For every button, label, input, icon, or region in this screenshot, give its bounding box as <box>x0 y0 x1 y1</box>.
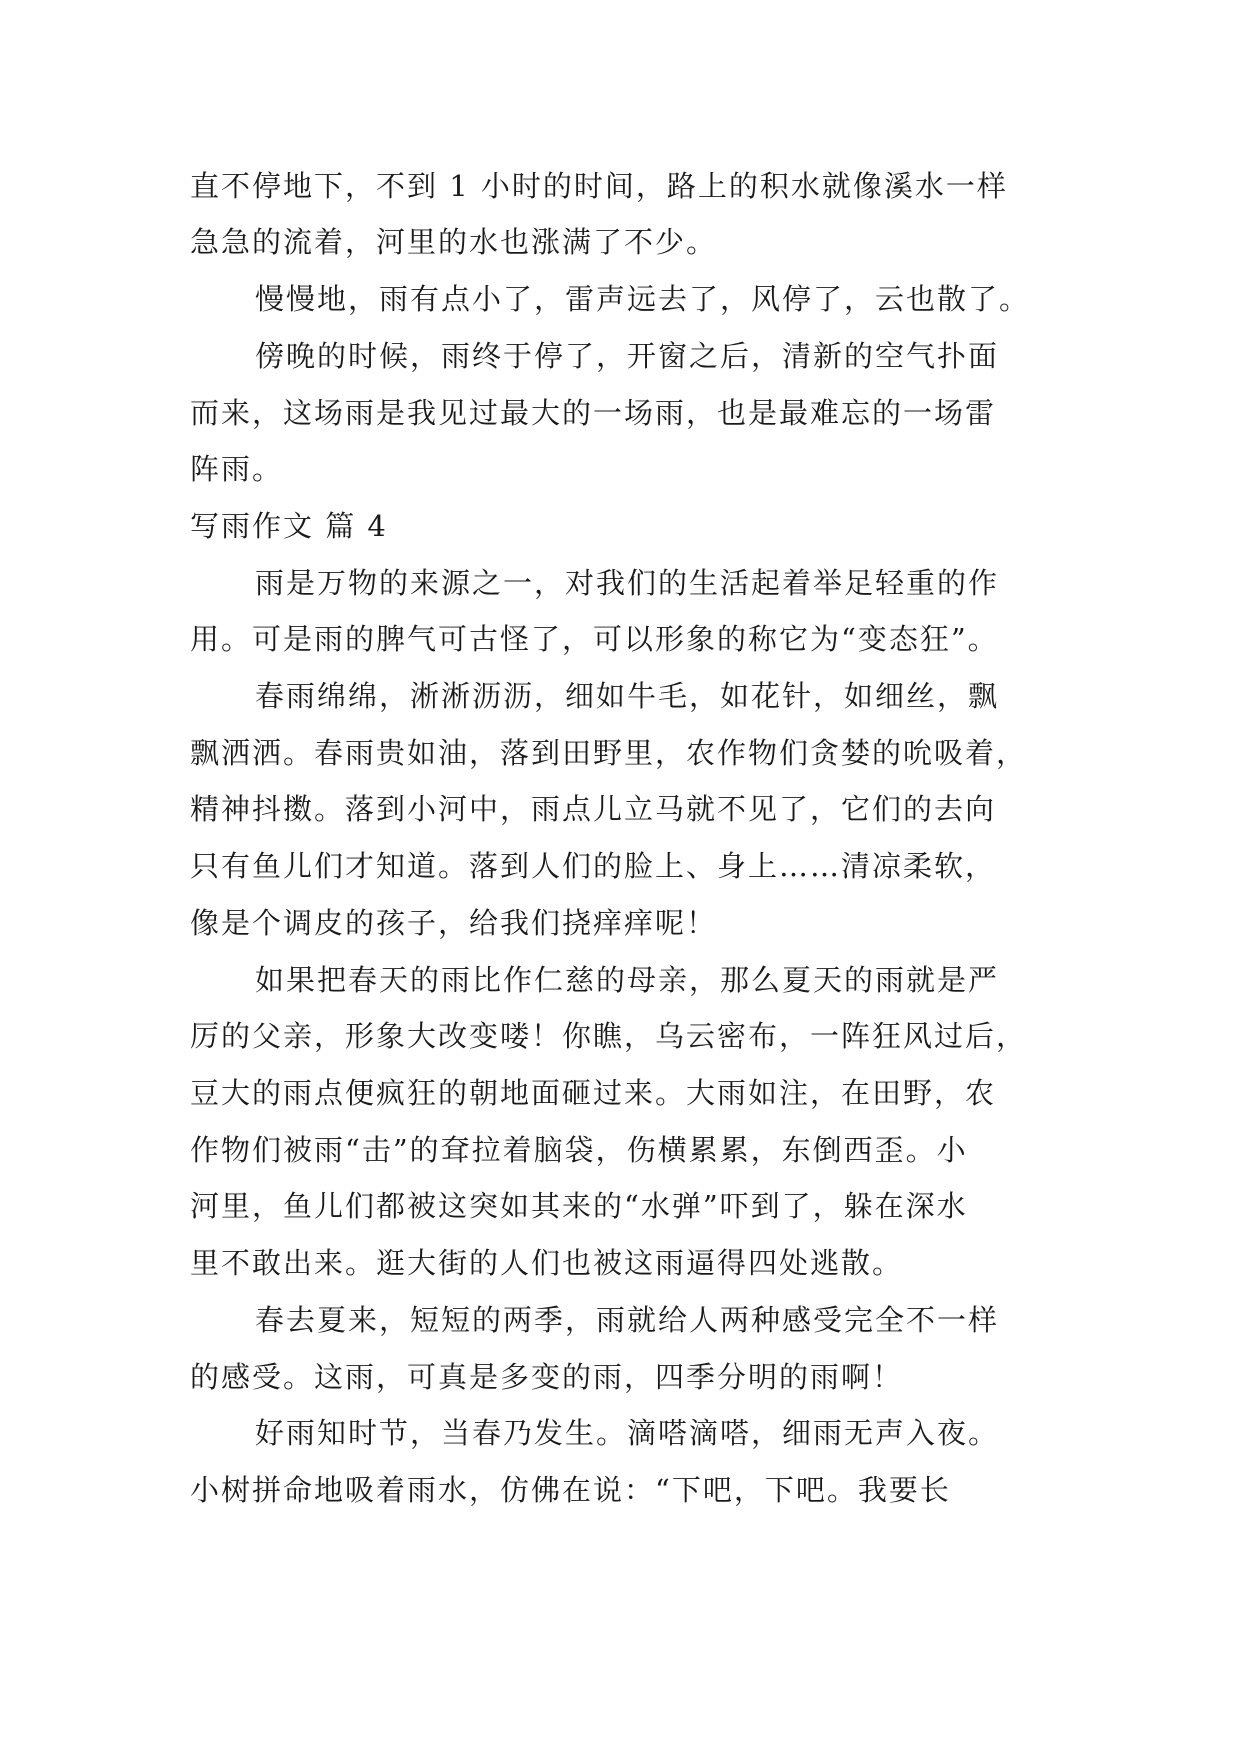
text-line: 慢慢地，雨有点小了，雷声远去了，风停了，云也散了。 <box>255 282 1031 316</box>
text-line: 春去夏来，短短的两季，雨就给人两种感受完全不一样 <box>255 1303 1000 1337</box>
text-line: 的感受。这雨，可真是多变的雨，四季分明的雨啊！ <box>190 1360 904 1394</box>
text-line: 雨是万物的来源之一，对我们的生活起着举足轻重的作 <box>255 566 1000 600</box>
text-line: 飘洒洒。春雨贵如油，落到田野里，农作物们贪婪的吮吸着， <box>190 736 1028 770</box>
text-line: 而来，这场雨是我见过最大的一场雨，也是最难忘的一场雷 <box>190 396 997 430</box>
section-heading: 写雨作文 篇 4 <box>190 509 388 543</box>
text-line: 傍晚的时候，雨终于停了，开窗之后，清新的空气扑面 <box>255 339 1000 373</box>
text-line: 小树拼命地吸着雨水，仿佛在说：“下吧，下吧。我要长 <box>190 1473 951 1507</box>
text-line: 像是个调皮的孩子，给我们挠痒痒呢！ <box>190 906 718 940</box>
text-line: 好雨知时节，当春乃发生。滴嗒滴嗒，细雨无声入夜。 <box>255 1416 1000 1450</box>
text-line: 精神抖擞。落到小河中，雨点儿立马就不见了，它们的去向 <box>190 792 997 826</box>
text-line: 厉的父亲，形象大改变喽！你瞧，乌云密布，一阵狂风过后， <box>190 1019 1028 1053</box>
text-line: 河里，鱼儿们都被这突如其来的“水弹”吓到了，躲在深水 <box>190 1189 968 1223</box>
text-line: 里不敢出来。逛大街的人们也被这雨逼得四处逃散。 <box>190 1246 904 1280</box>
text-line: 用。可是雨的脾气可古怪了，可以形象的称它为“变态狂”。 <box>190 622 999 656</box>
text-line: 急急的流着，河里的水也涨满了不少。 <box>190 225 718 259</box>
text-line: 作物们被雨“击”的耷拉着脑袋，伤横累累，东倒西歪。小 <box>190 1133 968 1167</box>
text-line: 如果把春天的雨比作仁慈的母亲，那么夏天的雨就是严 <box>255 963 1000 997</box>
text-line: 豆大的雨点便疯狂的朝地面砸过来。大雨如注，在田野，农 <box>190 1076 997 1110</box>
text-line: 春雨绵绵，淅淅沥沥，细如牛毛，如花针，如细丝，飘 <box>255 679 1000 713</box>
text-line: 直不停地下，不到 1 小时的时间，路上的积水就像溪水一样 <box>190 169 1008 203</box>
text-line: 只有鱼儿们才知道。落到人们的脸上、身上……清凉柔软， <box>190 849 997 883</box>
text-line: 阵雨。 <box>190 452 284 486</box>
